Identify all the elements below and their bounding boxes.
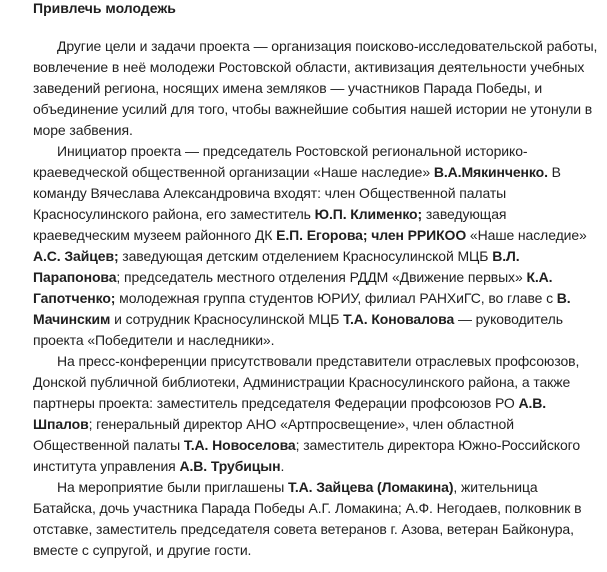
text-run: заведующая детским отделением Красносулинской МЦБ [118,248,493,264]
person-name: А.В. Трубицын [179,458,281,474]
text-run: На пресс-конференции присутствовали представители отраслевых профсоюзов, Донской публичной библиотеки, Администрации Красносулинского района, а также партнеры проекта: заместитель председателя Федерации профсоюзов РО [33,353,580,411]
text-run: Инициатор проекта — председатель Ростовской региональной историко-краеведческой общественной организации «Наше наследие» [33,143,528,180]
text-run: ; заместитель директора Южно-Российского института управления [33,437,581,474]
person-name: А.В. Шпалов [33,395,547,432]
person-name: В. Мачинским [33,290,571,327]
text-run: , жительница Батайска, дочь участника Парада Победы А.Г. Ломакина; А.Ф. Негодаев, полковник в отставке, заместитель председателя совета ветеранов г. Азова, ветеран Байконура, вместе с супругой, и другие гости. [33,479,582,558]
person-name: Т.А. Зайцева (Ломакина) [287,479,454,495]
person-name: К.А. Гапотченко; [33,269,553,306]
paragraph-goals [33,36,603,141]
article-body [33,0,603,561]
paragraph-initiator [33,141,603,351]
text-run: На мероприятие были приглашены [57,479,288,495]
text-run: ; председатель местного отделения РДДМ «Движение первых» [116,269,527,285]
text-run: ; генеральный директор АНО «Артпросвещение», член областной Общественной палаты [33,416,514,453]
person-name: В.А.Мякинченко. [433,164,548,180]
text-run: — руководитель проекта «Победители и наследники». [33,311,563,348]
text-run: «Наше наследие» [466,227,587,243]
section-heading: Привлечь молодежь [33,0,176,16]
text-run: В команду Вячеслава Александровича входят: член Общественной палаты Красносулинского района, его заместитель [33,164,561,222]
person-name: Т.А. Новоселова [183,437,296,453]
text-run: заведующая краеведческим музеем районного ДК [33,206,507,243]
paragraph-goals-text: Другие цели и задачи проекта — организация поисково-исследовательской работы, вовлечение в неё молодежи Ростовской области, активизация деятельности учебных заведений региона, носящих имена земляков — участников Парада Победы, и объединение усилий для того, чтобы важнейшие события нашей истории не утонули в море забвения. [33,38,598,138]
text-run: и сотрудник Красносулинской МЦБ [110,311,344,327]
paragraph-press-conference [33,351,603,477]
person-name: Ю.П. Клименко; [314,206,423,222]
text-run: . [280,458,285,474]
text-run: молодежная группа студентов ЮРИУ, филиал РАНХиГС, во главе с [115,290,557,306]
person-name: Е.П. Егорова; член РРИКОО [276,227,467,243]
person-name: А.С. Зайцев; [33,248,119,264]
person-name: В.Л. Парапонова [33,248,520,285]
paragraph-guests [33,477,603,561]
person-name: Т.А. Коновалова [343,311,455,327]
